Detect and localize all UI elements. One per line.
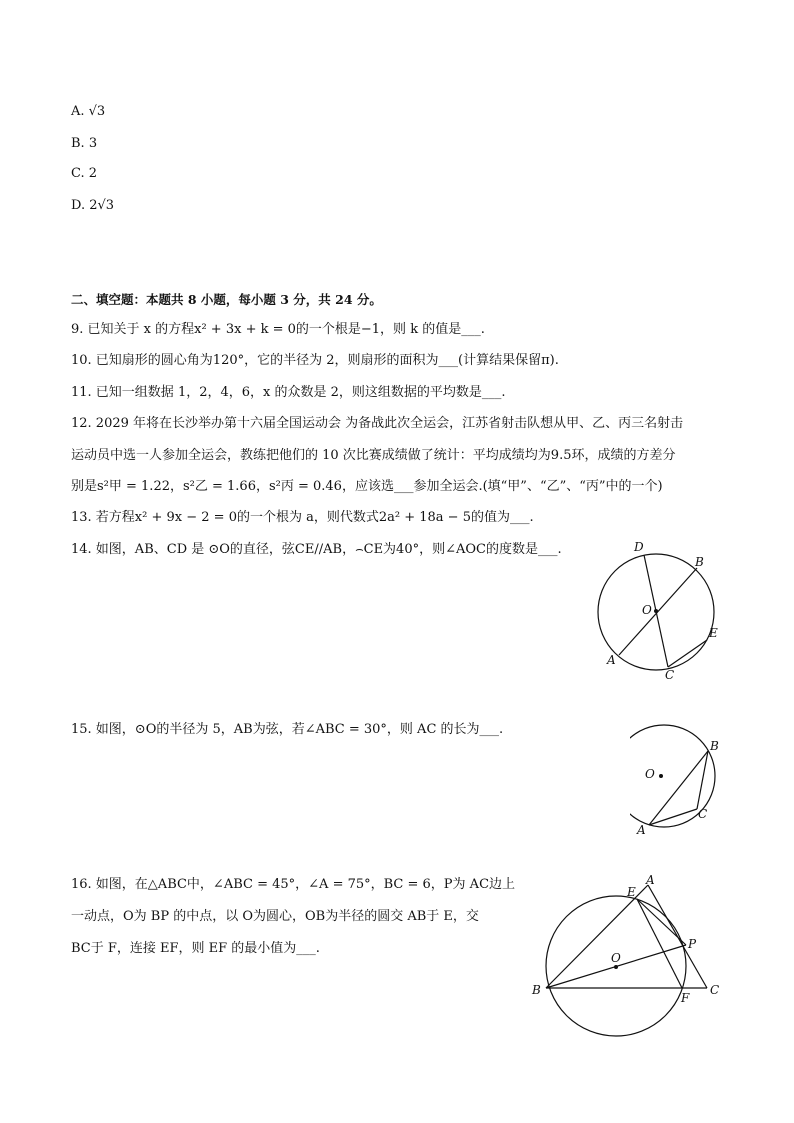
question-11: 11. 已知一组数据 1，2，4，6，x 的众数是 2，则这组数据的平均数是___. bbox=[71, 385, 506, 400]
fig16-segment-ef bbox=[637, 899, 682, 988]
question-16-line-1: 16. 如图，在△ABC中，∠ABC = 45°，∠A = 75°，BC = 6，P为 AC边上 bbox=[71, 877, 516, 892]
fig15-chord-ac bbox=[649, 809, 697, 825]
fig14-chord-ce bbox=[668, 640, 707, 667]
option-b: B. 3 bbox=[71, 136, 98, 151]
question-10: 10. 已知扇形的圆心角为120°，它的半径为 2，则扇形的面积为___(计算结果保留π). bbox=[71, 353, 559, 368]
option-d: D. 2√3 bbox=[71, 198, 115, 213]
fig14-diameter-ab bbox=[619, 568, 697, 655]
fig14-center-dot bbox=[654, 609, 658, 613]
fig14-label-d: D bbox=[634, 540, 644, 554]
fig16-label-e: E bbox=[627, 885, 636, 899]
fig15-label-b: B bbox=[710, 739, 719, 753]
fig16-label-a: A bbox=[646, 873, 655, 887]
fig14-label-o: O bbox=[642, 603, 652, 617]
fig16-label-p: P bbox=[688, 937, 697, 951]
fig15-chord-bc bbox=[697, 751, 708, 809]
fig14-label-b: B bbox=[695, 555, 704, 569]
option-c: C. 2 bbox=[71, 166, 98, 181]
fig15-label-c: C bbox=[698, 807, 708, 821]
fig15-center-dot bbox=[659, 774, 663, 778]
question-13: 13. 若方程x² + 9x − 2 = 0的一个根为 a，则代数式2a² + 18a − 5的值为___. bbox=[71, 510, 534, 525]
figure-14-circle-diagram bbox=[590, 535, 730, 685]
option-a: A. √3 bbox=[71, 104, 106, 119]
question-12-line-2: 运动员中选一人参加全运会，教练把他们的 10 次比赛成绩做了统计：平均成绩均为9.5环，成绩的方差分 bbox=[71, 448, 676, 463]
fig16-segment-ep bbox=[637, 899, 686, 945]
figure-16-triangle-circle-diagram bbox=[525, 868, 730, 1048]
question-12-line-1: 12. 2029 年将在长沙举办第十六届全国运动会 为备战此次全运会，江苏省射击队想从甲、乙、丙三名射击 bbox=[71, 416, 684, 431]
question-12-line-3: 别是s²甲 = 1.22，s²乙 = 1.66，s²丙 = 0.46，应该选___参加全运会.(填“甲”、“乙”、“丙”中的一个) bbox=[71, 479, 663, 494]
question-16-line-3: BC于 F，连接 EF，则 EF 的最小值为___. bbox=[71, 941, 320, 956]
fig16-label-f: F bbox=[681, 991, 690, 1005]
fig14-label-e: E bbox=[709, 626, 718, 640]
question-15: 15. 如图，⊙O的半径为 5，AB为弦，若∠ABC = 30°，则 AC 的长为___. bbox=[71, 722, 504, 737]
fig14-label-a: A bbox=[607, 653, 616, 667]
figure-15-circle-diagram bbox=[630, 718, 730, 838]
fig15-label-a: A bbox=[637, 823, 646, 837]
fig16-center-dot bbox=[614, 965, 618, 969]
fig16-label-c: C bbox=[710, 983, 720, 997]
question-9: 9. 已知关于 x 的方程x² + 3x + k = 0的一个根是−1，则 k 的值是___. bbox=[71, 322, 485, 337]
fig16-label-o: O bbox=[611, 951, 621, 965]
question-16-line-2: 一动点，O为 BP 的中点，以 O为圆心，OB为半径的圆交 AB于 E，交 bbox=[71, 909, 479, 924]
fig16-label-b: B bbox=[532, 983, 541, 997]
fig14-label-c: C bbox=[665, 668, 675, 682]
fig15-label-o: O bbox=[645, 767, 655, 781]
question-14: 14. 如图，AB、CD 是 ⊙O的直径，弦CE//AB，⌢CE为40°，则∠AOC的度数是___. bbox=[71, 542, 562, 557]
section-title: 二、填空题：本题共 8 小题，每小题 3 分，共 24 分。 bbox=[71, 292, 382, 307]
